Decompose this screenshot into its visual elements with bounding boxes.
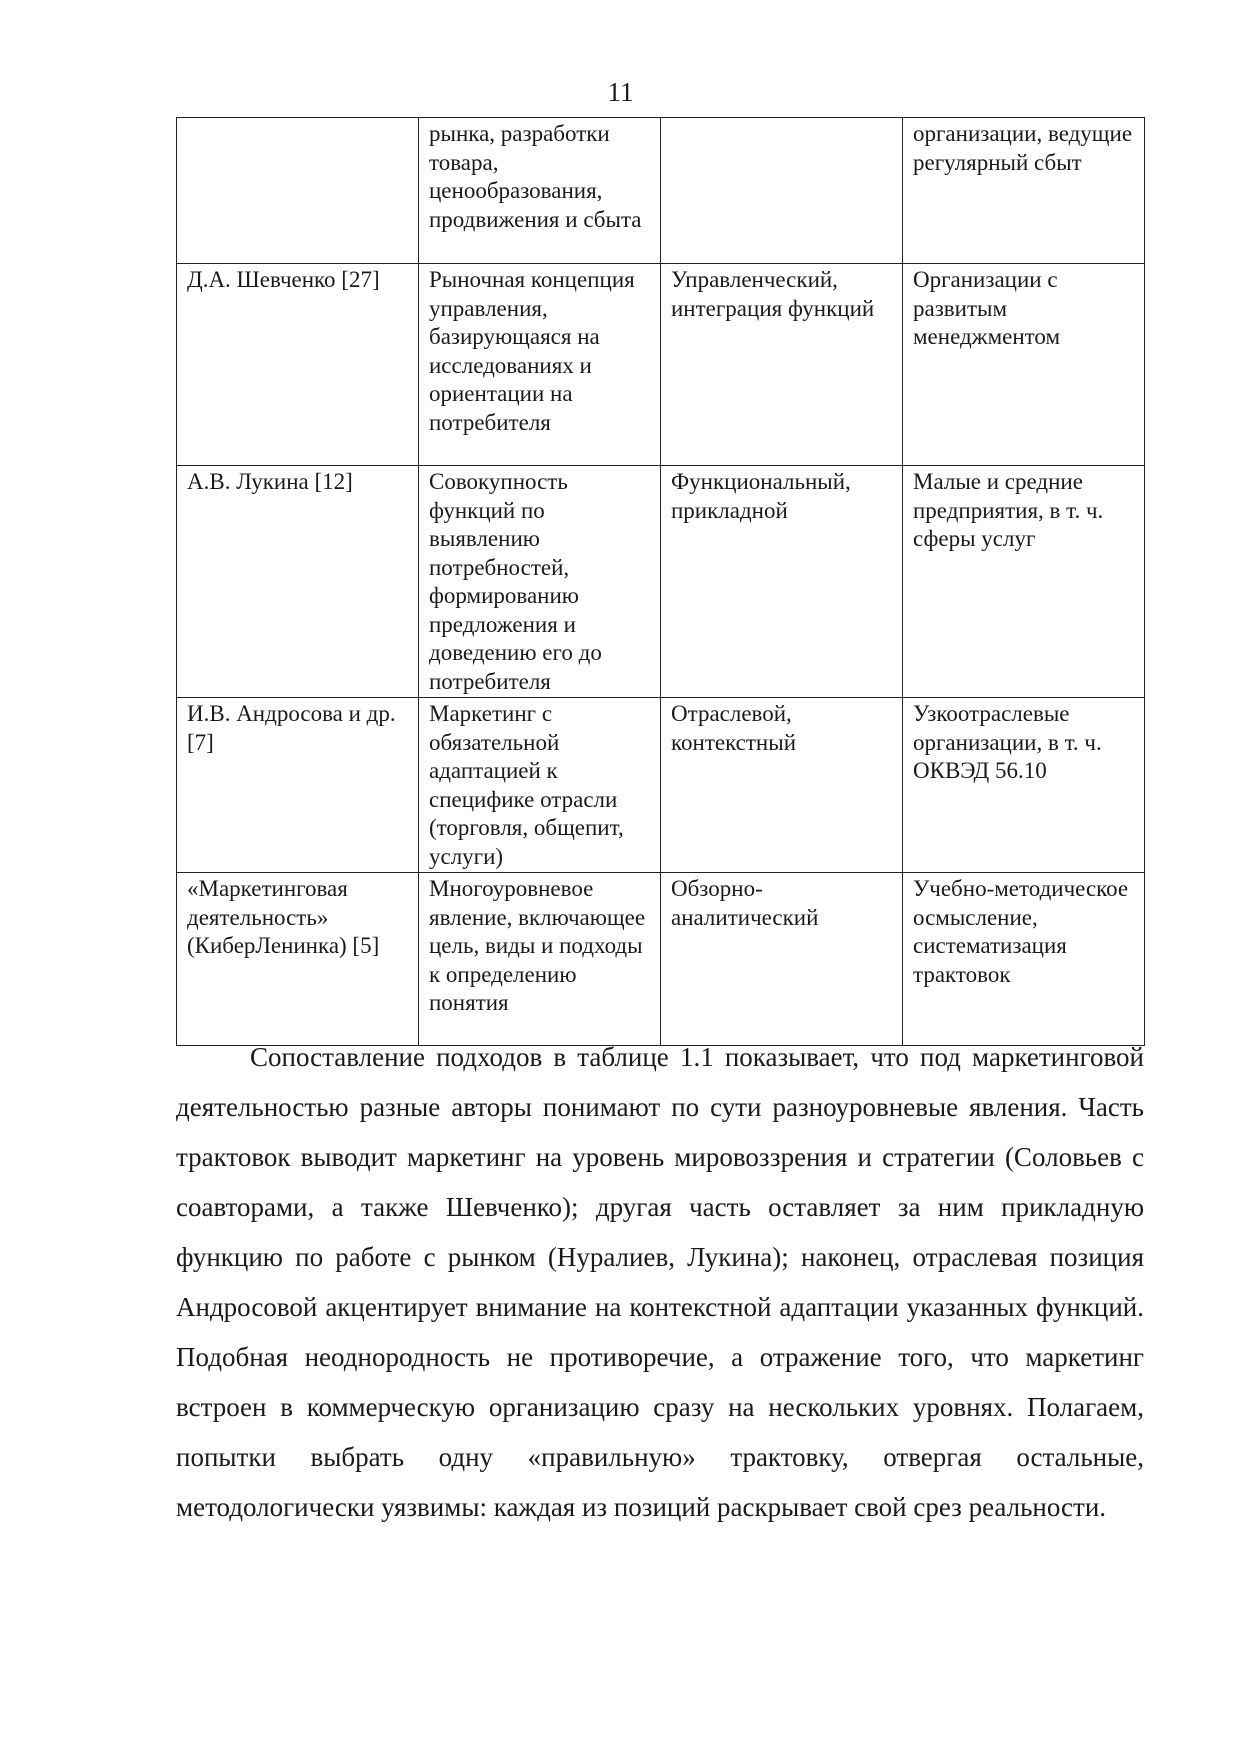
table-cell-approach [661,118,903,264]
table-cell-definition: Рыночная концепция управления, базирующаяся на исследованиях и ориентации на потребителя [419,264,661,466]
page-number: 11 [607,77,634,107]
table-cell-definition: Совокупность функций по выявлению потребностей, формированию предложения и доведению его до потребителя [419,466,661,698]
body-text [176,1032,1144,1532]
table-cell-approach: Управленческий, интеграция функций [661,264,903,466]
table-cell-approach: Отраслевой, контекстный [661,698,903,873]
table-cell-approach: Функциональный, прикладной [661,466,903,698]
table-cell-approach: Обзорно-аналитический [661,873,903,1046]
table-cell-author: «Маркетинговая деятельность» (КиберЛенинка) [5] [177,873,419,1046]
table-cell-author: Д.А. Шевченко [27] [177,264,419,466]
table-cell-scope: Малые и средние предприятия, в т. ч. сферы услуг [903,466,1145,698]
table-row [177,873,1145,1046]
table-cell-scope: организации, ведущие регулярный сбыт [903,118,1145,264]
table-cell-scope: Учебно-методическое осмысление, систематизация трактовок [903,873,1145,1046]
table-row [177,118,1145,264]
paragraph: Сопоставление подходов в таблице 1.1 показывает, что под маркетинговой деятельностью разные авторы понимают по сути разноуровневые явления. Часть трактовок выводит маркетинг на уровень мировоззрения и стратегии (Соловьев с соавторами, а также Шевченко); другая часть оставляет за ним прикладную функцию по работе с рынком (Нуралиев, Лукина); наконец, отраслевая позиция Андросовой акцентирует внимание на контекстной адаптации указанных функций. Подобная неоднородность не противоречие, а отражение того, что маркетинг встроен в коммерческую организацию сразу на нескольких уровнях. Полагаем, попытки выбрать одну «правильную» трактовку, отвергая остальные, методологически уязвимы: каждая из позиций раскрывает свой срез реальности. [176,1042,1144,1522]
table-cell-author [177,118,419,264]
table-row [177,264,1145,466]
table-row [177,698,1145,873]
table-cell-author: А.В. Лукина [12] [177,466,419,698]
comparison-table [176,117,1145,1046]
table-cell-definition: Маркетинг с обязательной адаптацией к специфике отрасли (торговля, общепит, услуги) [419,698,661,873]
table-row [177,466,1145,698]
table-cell-scope: Узкоотраслевые организации, в т. ч. ОКВЭД 56.10 [903,698,1145,873]
table-cell-definition: рынка, разработки товара, ценообразования, продвижения и сбыта [419,118,661,264]
table-cell-scope: Организации с развитым менеджментом [903,264,1145,466]
table-cell-author: И.В. Андросова и др. [7] [177,698,419,873]
table-cell-definition: Многоуровневое явление, включающее цель, виды и подходы к определению понятия [419,873,661,1046]
